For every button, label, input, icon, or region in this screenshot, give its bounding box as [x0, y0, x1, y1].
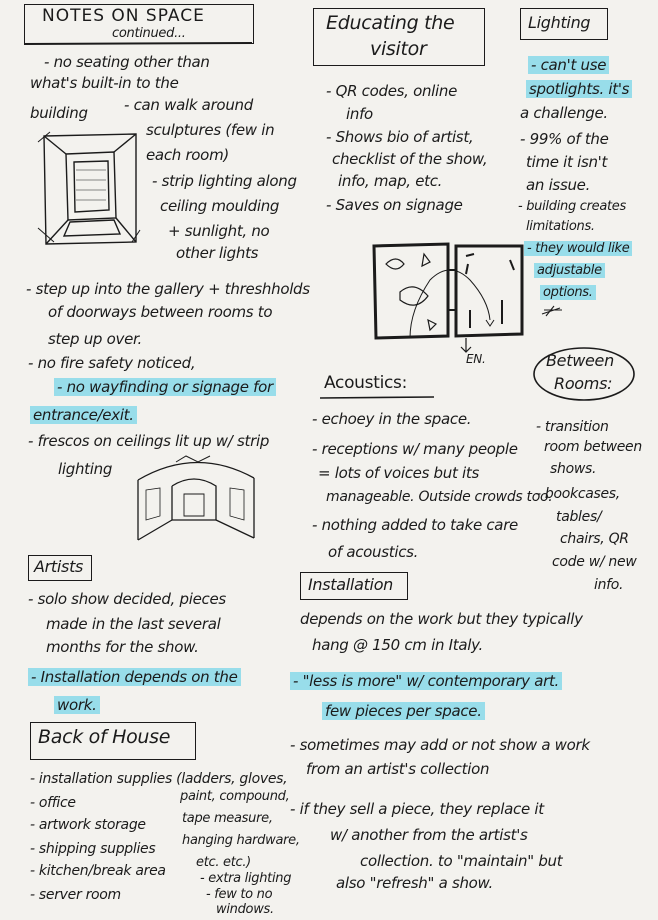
between-rooms-line: shows.: [550, 461, 597, 477]
acoustics-line: - nothing added to take care: [312, 516, 518, 534]
note-line: - can walk around: [124, 96, 253, 114]
highlight-mark: - can't use: [528, 56, 609, 74]
notes-on-space-title: NOTES ON SPACE: [42, 6, 205, 26]
highlight-mark: spotlights. it's: [526, 80, 632, 98]
note-line: - no seating other than: [44, 53, 210, 71]
back-of-house-line: - shipping supplies: [30, 841, 156, 857]
note-line-highlighted: [54, 378, 276, 396]
educating-line: info: [346, 105, 373, 123]
lighting-line: a challenge.: [520, 104, 608, 122]
back-of-house-line: - installation supplies (ladders, gloves,: [30, 771, 288, 787]
educating-line: - Saves on signage: [326, 196, 463, 214]
educating-line: - Shows bio of artist,: [326, 128, 474, 146]
highlight-mark: adjustable: [534, 263, 605, 278]
back-of-house-line: - server room: [30, 887, 121, 903]
installation-line: - sometimes may add or not show a work: [290, 736, 590, 754]
note-line: + sunlight, no: [168, 222, 270, 240]
acoustics-line: of acoustics.: [328, 543, 419, 561]
note-line: sculptures (few in: [146, 121, 275, 139]
between-rooms-line: code w/ new: [552, 554, 637, 570]
back-of-house-line: hanging hardware,: [182, 833, 300, 848]
lighting-line-highlighted: [526, 80, 632, 98]
lighting-line-highlighted: [524, 240, 632, 258]
acoustics-line: = lots of voices but its: [318, 464, 479, 482]
entrance-label: EN.: [466, 352, 486, 366]
note-line: - step up into the gallery + threshholds: [26, 280, 310, 298]
artists-line: - solo show decided, pieces: [28, 590, 226, 608]
back-of-house-line: - artwork storage: [30, 817, 146, 833]
installation-line: w/ another from the artist's: [330, 826, 528, 844]
artists-line: months for the show.: [46, 638, 199, 656]
between-rooms-line: room between: [544, 439, 642, 455]
installation-line: collection. to "maintain" but: [360, 852, 563, 870]
educating-title-line1: Educating the: [326, 12, 455, 34]
pen-scribble: [540, 304, 564, 318]
note-line: of doorways between rooms to: [48, 303, 273, 321]
educating-line: - QR codes, online: [326, 82, 458, 100]
note-line: - frescos on ceilings lit up w/ strip: [28, 432, 270, 450]
between-rooms-title-line2: Rooms:: [554, 374, 613, 393]
lighting-line: an issue.: [526, 176, 591, 194]
entrance-arrow: [456, 336, 476, 356]
back-of-house-line: paint, compound,: [180, 789, 290, 804]
between-rooms-line: - transition: [536, 419, 609, 435]
highlight-mark: options.: [540, 285, 596, 300]
highlight-mark: entrance/exit.: [30, 406, 137, 424]
note-line: lighting: [58, 460, 113, 478]
back-of-house-title: Back of House: [38, 726, 171, 748]
highlight-mark: - they would like: [524, 241, 632, 256]
acoustics-title: Acoustics:: [324, 373, 408, 393]
back-of-house-line: tape measure,: [182, 811, 273, 826]
installation-line: - if they sell a piece, they replace it: [290, 800, 544, 818]
back-of-house-line: etc. etc.): [196, 855, 251, 870]
between-rooms-line: - bookcases,: [536, 486, 620, 502]
lighting-line: - 99% of the: [520, 130, 609, 148]
hallway-sketch: [132, 450, 262, 545]
between-rooms-line: tables/: [556, 509, 602, 525]
back-of-house-line: - office: [30, 795, 76, 811]
lighting-title: Lighting: [528, 13, 591, 32]
acoustics-line: - receptions w/ many people: [312, 440, 518, 458]
educating-title-line2: visitor: [370, 38, 427, 60]
installation-line: hang @ 150 cm in Italy.: [312, 636, 483, 654]
acoustics-underline: [318, 394, 438, 402]
lighting-line-highlighted: [534, 262, 605, 280]
note-line: step up over.: [48, 330, 142, 348]
lighting-line-highlighted: [540, 284, 596, 302]
artists-line-highlighted: [28, 668, 241, 686]
artists-title: Artists: [34, 557, 84, 576]
highlight-mark: work.: [54, 696, 100, 714]
back-of-house-line: - extra lighting: [200, 871, 292, 886]
lighting-line: - building creates: [518, 199, 626, 214]
installation-line-highlighted: [322, 702, 485, 720]
installation-line: from an artist's collection: [306, 760, 490, 778]
between-rooms-title-line1: Between: [546, 351, 614, 370]
lighting-line: time it isn't: [526, 153, 608, 171]
acoustics-line: manageable. Outside crowds too.: [326, 489, 553, 505]
note-line: - strip lighting along: [152, 172, 297, 190]
back-of-house-line: - kitchen/break area: [30, 863, 166, 879]
installation-line: also "refresh" a show.: [336, 874, 494, 892]
notes-on-space-subtitle: continued...: [112, 26, 186, 41]
between-rooms-line: info.: [594, 577, 624, 593]
note-line: building: [30, 104, 88, 122]
note-line: - no fire safety noticed,: [28, 354, 196, 372]
educating-line: checklist of the show,: [332, 150, 488, 168]
artists-line-highlighted: [54, 696, 100, 714]
installation-line: depends on the work but they typically: [300, 610, 583, 628]
installation-line-highlighted: [290, 672, 562, 690]
between-rooms-line: chairs, QR: [560, 531, 629, 547]
note-line: ceiling moulding: [160, 197, 280, 215]
highlight-mark: - no wayfinding or signage for: [54, 378, 276, 396]
back-of-house-line: - few to no: [206, 887, 273, 902]
installation-title: Installation: [308, 575, 394, 594]
artists-line: made in the last several: [46, 615, 221, 633]
window-sketch: [36, 130, 146, 250]
floor-plan-sketch: [370, 240, 528, 342]
lighting-line-highlighted: [528, 56, 609, 74]
lighting-line: limitations.: [526, 219, 595, 234]
highlight-mark: - "less is more" w/ contemporary art.: [290, 672, 562, 690]
highlight-mark: few pieces per space.: [322, 702, 485, 720]
acoustics-line: - echoey in the space.: [312, 410, 472, 428]
educating-line: info, map, etc.: [338, 172, 443, 190]
note-line-highlighted: [30, 406, 137, 424]
note-line: other lights: [176, 244, 259, 262]
back-of-house-line: windows.: [216, 902, 274, 917]
note-line: each room): [146, 146, 229, 164]
note-line: what's built-in to the: [30, 74, 179, 92]
highlight-mark: - Installation depends on the: [28, 668, 241, 686]
